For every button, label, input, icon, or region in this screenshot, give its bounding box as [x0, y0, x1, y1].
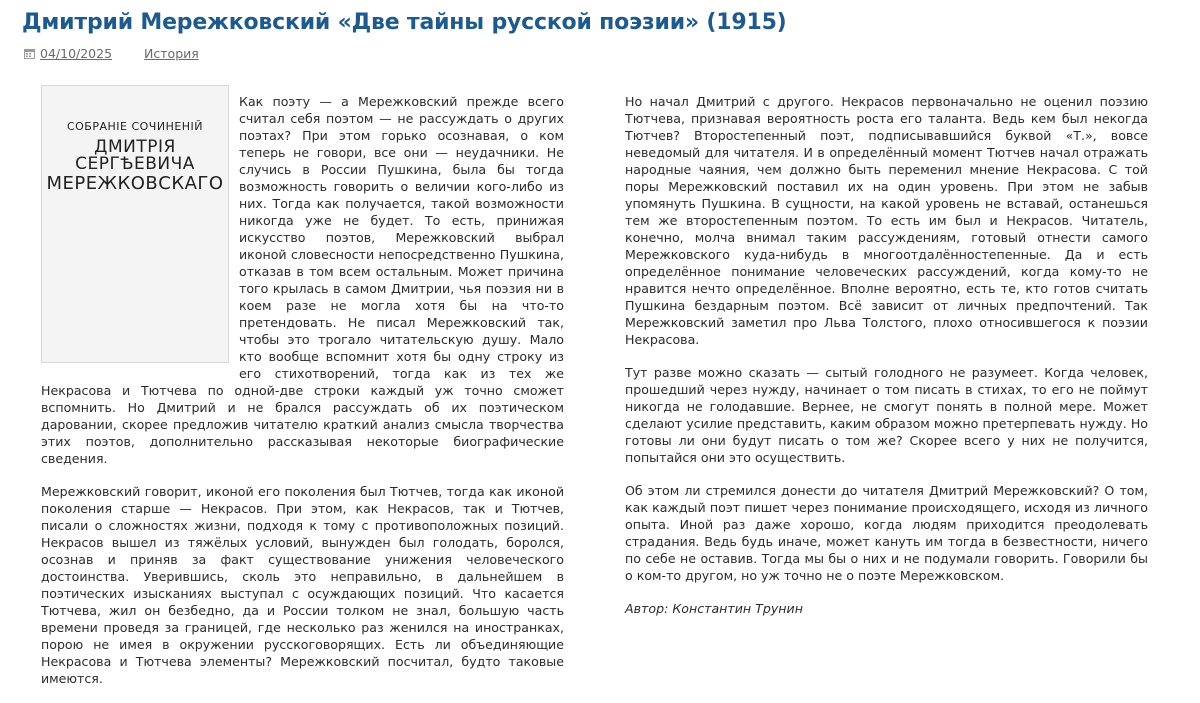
book-cover-image — [41, 85, 229, 363]
author-line: Автор: Константин Трунин — [625, 601, 803, 616]
paragraph: Об этом ли стремился донести до читателя Дмитрий Мережковский? О том, как каждый поэт пишет через понимание происходящего, исходя из личного опыта. Иной раз даже хорошо, когда людям приходится преодолевать страдания. Ведь будь иначе, может кануть им тогда в безвестности, ничего по себе не оставив. Тогда мы бы о них и не подумали говорить. Говорили бы о ком-то другом, но уж точно не о поэте Мережковском. — [625, 483, 1148, 583]
date-link[interactable]: 04/10/2025 — [40, 46, 113, 61]
category-link[interactable]: История — [144, 46, 199, 61]
calendar-icon — [24, 48, 35, 59]
paragraph: Тут разве можно сказать — сытый голодного не разумеет. Когда человек, прошедший через нужду, начинает о том писать в стихах, то его не поймут никогда не голодавшие. Вернее, не смогут понять в полной мере. Может сделают усилие представить, каким образом можно претерпевать нужду. Но готовы ли они будут писать о том же? Скорее всего у них не получится, попытайся они это осуществить. — [625, 365, 1148, 465]
cover-line-3: МЕРЕЖКОВСКАГО — [46, 173, 224, 194]
paragraph: Мережковский говорит, иконой его поколения был Тютчев, тогда как иконой поколения старше — Некрасов. При этом, как Некрасов, так и Тютчев, писали о сложностях жизни, подходя к тому с противоположных позиций. Некрасов вышел из тяжёлых условий, вынужден был голодать, боролся, осознав и приняв за факт существование унижения человеческого достоинства. Уверившись, сколь это неправильно, в дальнейшем в поэтических изысканиях выступал с осуждающих позиций. Что касается Тютчева, жил он безбедно, да и России толком не знал, большую часть времени проведя за границей, где несколько раз женился на иностранках, порою не имея в окружении русскоговорящих. Есть ли объединяющие Некрасова и Тютчева элементы? Мережковский посчитал, будто таковые имеются. — [41, 484, 564, 686]
article-column-right — [625, 93, 1148, 633]
cover-line-1: СОБРАНІЕ СОЧИНЕНІЙ — [66, 120, 204, 133]
paragraph: Как поэту — а Мережковский прежде всего считал себя поэтом — не рассуждать о других поэтах? При этом горько осознавая, о ком теперь не говори, все они — неудачники. Не случись в России Пушкина, была бы тогда возможность говорить о величии кого-либо из них. Тогда как получается, такой возможности никогда уже не будет. То есть, принижая искусство поэтов, Мережковский выбрал иконой словесности непосредственно Пушкина, отказав в том всем остальным. Может причина того крылась в самом Дмитрии, чья поэзия ни в коем разе не могла хотя бы на что-то претендовать. Не писал Мережковский так, чтобы это трогало читательскую душу. Мало кто вообще вспомнит хотя бы одну строку из его стихотворений, тогда как из тех же Некрасова и Тютчева по одной-две строки каждый уж точно сможет вспомнить. Но Дмитрий и не брался рассуждать об их поэтическом даровании, скорее предложив читателю краткий анализ смысла творчества этих поэтов, дополнительно рассказывая некоторые биографические сведения. — [41, 94, 564, 466]
article-title: Дмитрий Мережковский «Две тайны русской поэзии» (1915) — [22, 10, 787, 35]
article-meta — [24, 46, 199, 61]
article-column-left — [41, 93, 564, 703]
paragraph: Но начал Дмитрий с другого. Некрасов первоначально не оценил поэзию Тютчева, признавая вероятность роста его таланта. Ведь кем был некогда Тютчев? Второстепенный поэт, подписывавшийся буквой «Т.», вовсе неведомый для читателя. И в определённый момент Тютчев начал отражать народные чаяния, чем должно быть переменил мнение Некрасова. С той поры Мережковский поставил их на один уровень. При этом не забыв упомянуть Пушкина. В сущности, на какой уровень не вставай, останешься тем же второстепенным поэтом. То есть им был и Некрасов. Читатель, конечно, молча внимал таким рассуждениям, готовый отнести самого Мережковского куда-нибудь в многоотдалённостепенные. Да и есть определённое понимание человеческих рассуждений, когда кому-то не нравится нечто определённое. Вполне вероятно, есть те, кто готов считать Пушкина бездарным поэтом. Всё зависит от личных предпочтений. Так Мережковский заметил про Льва Толстого, плохо относившегося к поэзии Некрасова. — [625, 94, 1148, 347]
cover-line-2: ДМИТРІЯ СЕРГѢЕВИЧА — [75, 137, 195, 174]
